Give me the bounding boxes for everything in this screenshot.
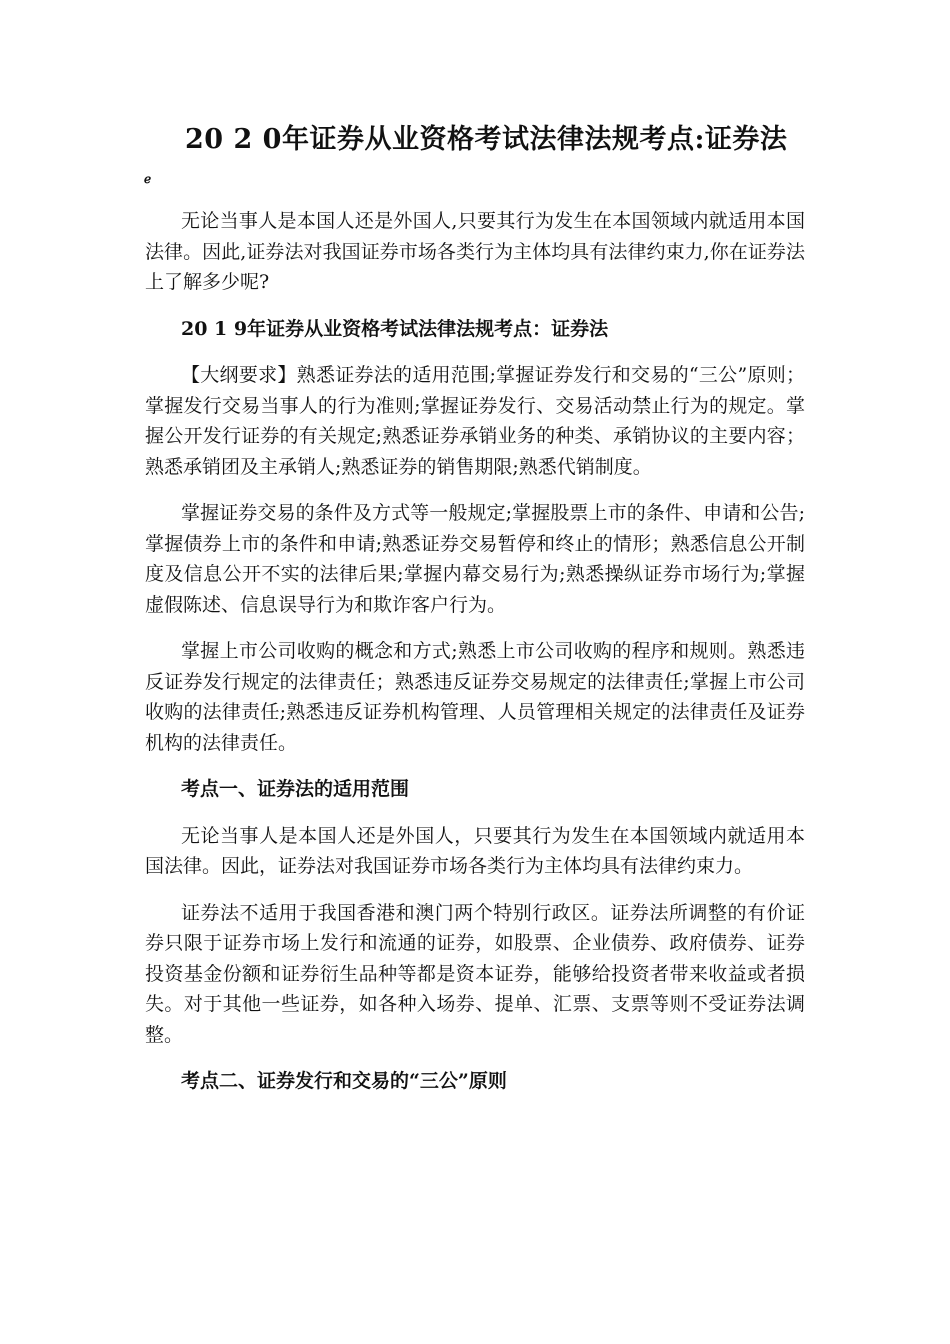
document-body (145, 206, 805, 1113)
exclusion-paragraph: 证券法不适用于我国香港和澳门两个特别行政区。证券法所调整的有价证券只限于证券市场上发行和流通的证券，如股票、企业债券、政府债券、证券投资基金份额和证券衍生品种等都是资本证券，能够给投资者带来收益或者损失。对于其他一些证券，如各种入场券、提单、汇票、支票等则不受证券法调整。 (145, 901, 805, 1046)
syllabus-paragraph: 【大纲要求】熟悉证券法的适用范围;掌握证券发行和交易的“三公”原则；掌握发行交易当事人的行为准则;掌握证券发行、交易活动禁止行为的规定。掌握公开发行证券的有关规定;熟悉证券承销业务的种类、承销协议的主要内容；熟悉承销团及主承销人;熟悉证券的销售期限;熟悉代销制度。 (145, 364, 805, 478)
small-mark-glyph: ℯ (144, 172, 152, 186)
trading-paragraph: 掌握证券交易的条件及方式等一般规定;掌握股票上市的条件、申请和公告;掌握债券上市的条件和申请;熟悉证券交易暂停和终止的情形；熟悉信息公开制度及信息公开不实的法律后果;掌握内幕交易行为;熟悉操纵证券市场行为;掌握虚假陈述、信息误导行为和欺诈客户行为。 (145, 502, 805, 616)
page-title: 20 2 0年证券从业资格考试法律法规考点:证券法 (185, 124, 788, 155)
intro-paragraph: 无论当事人是本国人还是外国人,只要其行为发生在本国领域内就适用本国法律。因此,证券法对我国证券市场各类行为主体均具有法律约束力,你在证券法上了解多少呢? (145, 210, 805, 293)
point-one-heading: 考点一、证券法的适用范围 (181, 778, 410, 800)
section-heading-2019: 20 1 9年证券从业资格考试法律法规考点：证券法 (181, 317, 609, 340)
scope-paragraph: 无论当事人是本国人还是外国人，只要其行为发生在本国领域内就适用本国法律。因此，证券法对我国证券市场各类行为主体均具有法律约束力。 (145, 824, 805, 877)
point-two-heading: 考点二、证券发行和交易的“三公”原则 (181, 1070, 507, 1092)
acquisition-paragraph: 掌握上市公司收购的概念和方式;熟悉上市公司收购的程序和规则。熟悉违反证券发行规定的法律责任；熟悉违反证券交易规定的法律责任;掌握上市公司收购的法律责任;熟悉违反证券机构管理、人员管理相关规定的法律责任及证券机构的法律责任。 (145, 640, 805, 754)
